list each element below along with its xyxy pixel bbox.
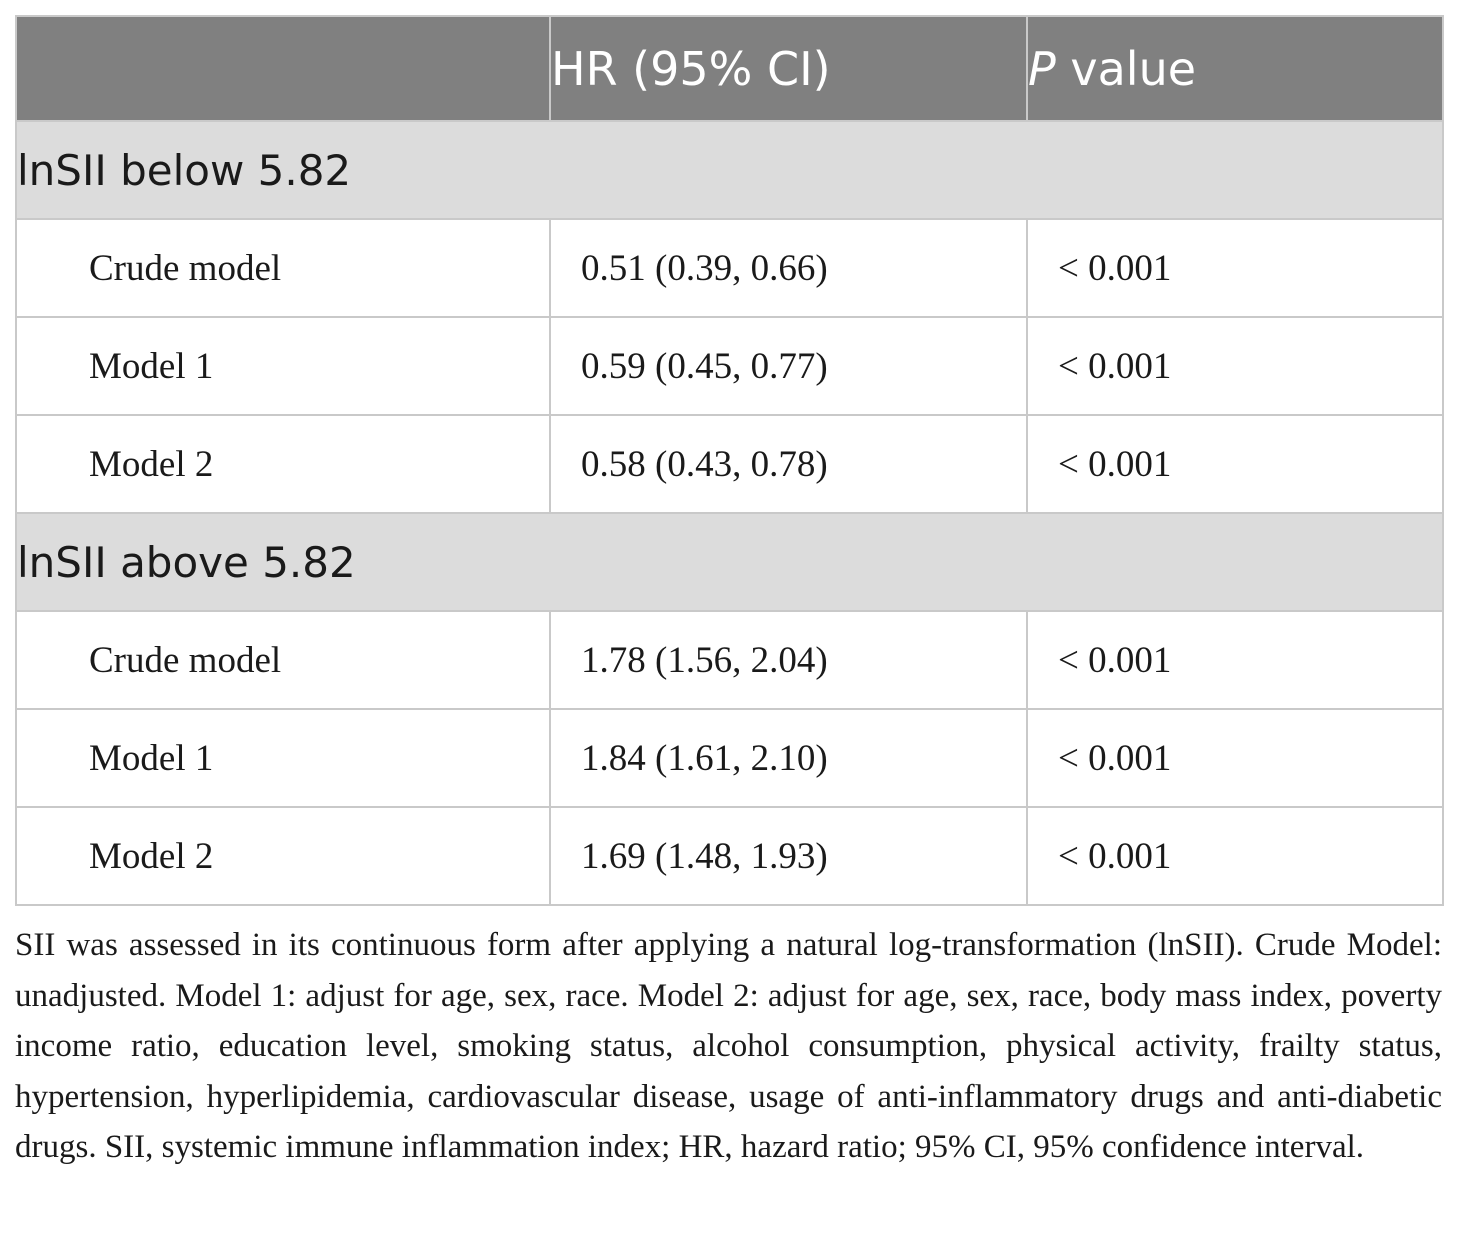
table-row	[16, 807, 1443, 905]
model-cell: Model 2	[16, 807, 550, 905]
header-empty-cell	[16, 16, 550, 121]
header-p-italic: P	[1028, 41, 1056, 96]
table-row	[16, 709, 1443, 807]
section-label: lnSII below 5.82	[16, 121, 1443, 219]
p-cell: < 0.001	[1027, 709, 1443, 807]
p-cell: < 0.001	[1027, 415, 1443, 513]
table-figure	[15, 15, 1442, 1173]
model-cell: Crude model	[16, 219, 550, 317]
p-cell: < 0.001	[1027, 317, 1443, 415]
hr-cell: 0.58 (0.43, 0.78)	[550, 415, 1027, 513]
p-cell: < 0.001	[1027, 611, 1443, 709]
hr-cell: 1.69 (1.48, 1.93)	[550, 807, 1027, 905]
p-cell: < 0.001	[1027, 219, 1443, 317]
table-row	[16, 415, 1443, 513]
table-header-row	[16, 16, 1443, 121]
table-row	[16, 317, 1443, 415]
table-footnote: SII was assessed in its continuous form after applying a natural log-transformation (lnSII). Crude Model: unadjusted. Model 1: adjust for age, sex, race. Model 2: adjust for age, sex, race, body mass index, poverty income ratio, education level, smoking status, alcohol consumption, physical activity, frailty status, hypertension, hyperlipidemia, cardiovascular disease, usage of anti-inflammatory drugs and anti-diabetic drugs. SII, systemic immune inflammation index; HR, hazard ratio; 95% CI, 95% confidence interval.	[15, 927, 1442, 1165]
results-table	[15, 15, 1444, 906]
p-cell: < 0.001	[1027, 807, 1443, 905]
model-cell: Model 1	[16, 317, 550, 415]
hr-cell: 0.51 (0.39, 0.66)	[550, 219, 1027, 317]
table-row	[16, 611, 1443, 709]
header-p-value	[1027, 16, 1443, 121]
section-label: lnSII above 5.82	[16, 513, 1443, 611]
hr-cell: 1.78 (1.56, 2.04)	[550, 611, 1027, 709]
table-row	[16, 219, 1443, 317]
model-cell: Crude model	[16, 611, 550, 709]
hr-cell: 1.84 (1.61, 2.10)	[550, 709, 1027, 807]
section-row-below	[16, 121, 1443, 219]
model-cell: Model 2	[16, 415, 550, 513]
section-row-above	[16, 513, 1443, 611]
hr-cell: 0.59 (0.45, 0.77)	[550, 317, 1027, 415]
header-hr: HR (95% CI)	[550, 16, 1027, 121]
header-p-rest: value	[1055, 41, 1197, 96]
model-cell: Model 1	[16, 709, 550, 807]
